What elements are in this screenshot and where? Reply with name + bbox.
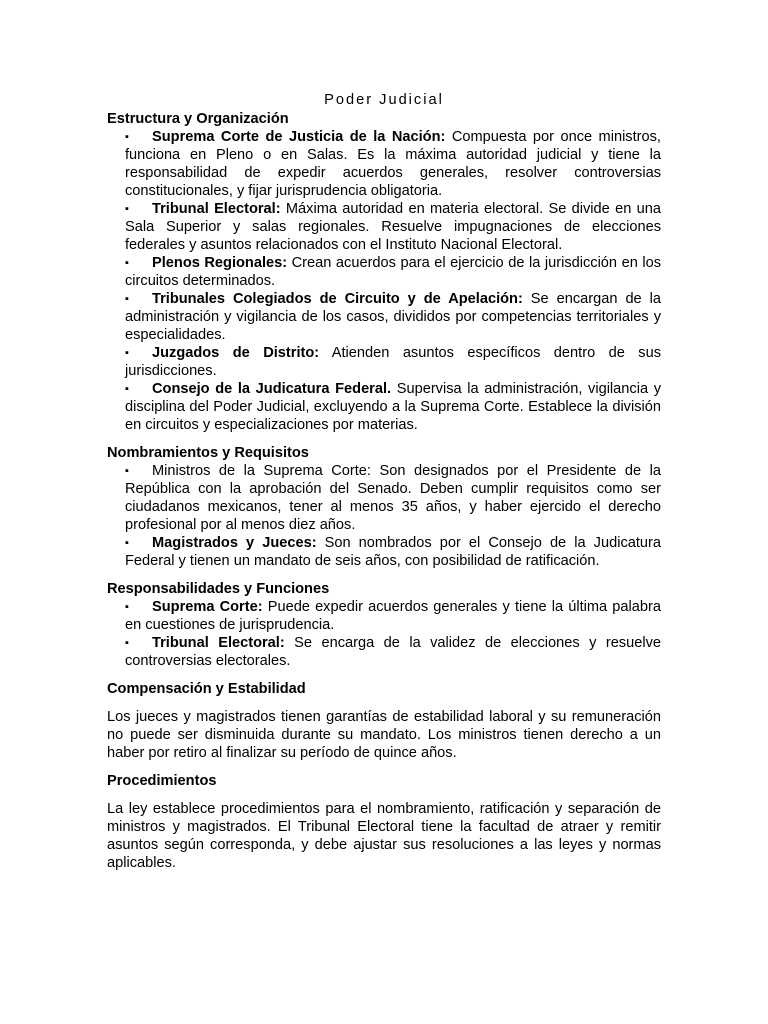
item-text: Se encarga de la validez de elecciones y resuelve controversias electorales. <box>125 635 661 669</box>
paragraph-procedimientos: La ley establece procedimientos para el nombramiento, ratificación y separación de ministros y magistrados. El Tribunal Electoral tiene la facultad de atraer y remitir asuntos según corresponda, y debe ajustar sus resoluciones a las leyes y normas aplicables. <box>107 801 661 871</box>
item-term: Ministros de la Suprema Corte: <box>152 463 371 479</box>
list-item <box>125 462 661 534</box>
list-item <box>125 290 661 344</box>
list-item <box>125 598 661 634</box>
section-heading-compensacion: Compensación y Estabilidad <box>107 681 306 697</box>
item-text: Se encargan de la administración y vigilancia de los casos, divididos por competencias territoriales y especialidades. <box>125 291 661 343</box>
item-text: Atienden asuntos específicos dentro de sus jurisdicciones. <box>125 345 661 379</box>
bullet-icon: ▪ <box>125 131 129 143</box>
item-text: Compuesta por once ministros, funciona en Pleno o en Salas. Es la máxima autoridad judicial y tiene la responsabilidad de expedir acuerdos generales, resolver controversias constitucionales, y fijar jurisprudencia obligatoria. <box>125 129 661 199</box>
item-term: Magistrados y Jueces: <box>152 535 317 551</box>
item-text: Son designados por el Presidente de la República con la aprobación del Senado. Deben cumplir requisitos como ser ciudadanos mexicanos, tener al menos 35 años, y haber ejercido el derecho profesional por al menos diez años. <box>125 463 661 533</box>
item-term: Plenos Regionales: <box>152 255 288 271</box>
list-item <box>125 200 661 254</box>
list-estructura <box>107 128 661 434</box>
section-heading-nombramientos: Nombramientos y Requisitos <box>107 445 309 461</box>
item-term: Suprema Corte de Justicia de la Nación: <box>152 129 446 145</box>
bullet-icon: ▪ <box>125 537 129 549</box>
item-term: Juzgados de Distrito: <box>152 345 320 361</box>
list-item <box>125 128 661 200</box>
bullet-icon: ▪ <box>125 637 129 649</box>
section-heading-estructura: Estructura y Organización <box>107 111 289 127</box>
section-heading-responsabilidades: Responsabilidades y Funciones <box>107 581 330 597</box>
list-nombramientos <box>107 462 661 570</box>
section-heading-procedimientos: Procedimientos <box>107 773 217 789</box>
list-item <box>125 344 661 380</box>
list-item <box>125 380 661 434</box>
item-text: Máxima autoridad en materia electoral. Se divide en una Sala Superior y salas regionales. Resuelve impugnaciones de elecciones federales y asuntos relacionados con el Instituto Nacional Electoral. <box>125 201 661 253</box>
item-term: Tribunal Electoral: <box>152 635 285 651</box>
list-item <box>125 634 661 670</box>
bullet-icon: ▪ <box>125 465 129 477</box>
item-term: Suprema Corte: <box>152 599 263 615</box>
list-item <box>125 254 661 290</box>
item-text: Crean acuerdos para el ejercicio de la jurisdicción en los circuitos determinados. <box>125 255 662 289</box>
document-title: Poder Judicial <box>324 92 444 108</box>
item-term: Tribunal Electoral: <box>152 201 281 217</box>
bullet-icon: ▪ <box>125 347 129 359</box>
item-term: Tribunales Colegiados de Circuito y de Apelación: <box>152 291 523 307</box>
item-text: Supervisa la administración, vigilancia y disciplina del Poder Judicial, excluyendo a la Suprema Corte. Establece la división en circuitos y especializaciones por materias. <box>125 381 661 433</box>
item-term: Consejo de la Judicatura Federal. <box>152 381 392 397</box>
bullet-icon: ▪ <box>125 383 129 395</box>
item-text: Son nombrados por el Consejo de la Judicatura Federal y tienen un mandato de seis años, con posibilidad de ratificación. <box>125 535 661 569</box>
bullet-icon: ▪ <box>125 293 129 305</box>
list-responsabilidades <box>107 598 661 670</box>
bullet-icon: ▪ <box>125 203 129 215</box>
bullet-icon: ▪ <box>125 601 129 613</box>
bullet-icon: ▪ <box>125 257 129 269</box>
list-item <box>125 534 661 570</box>
paragraph-compensacion: Los jueces y magistrados tienen garantías de estabilidad laboral y su remuneración no puede ser disminuida durante su mandato. Los ministros tienen derecho a un haber por retiro al finalizar su período de quince años. <box>107 709 661 761</box>
item-text: Puede expedir acuerdos generales y tiene la última palabra en cuestiones de jurisprudencia. <box>125 599 661 633</box>
document-content <box>107 91 661 872</box>
